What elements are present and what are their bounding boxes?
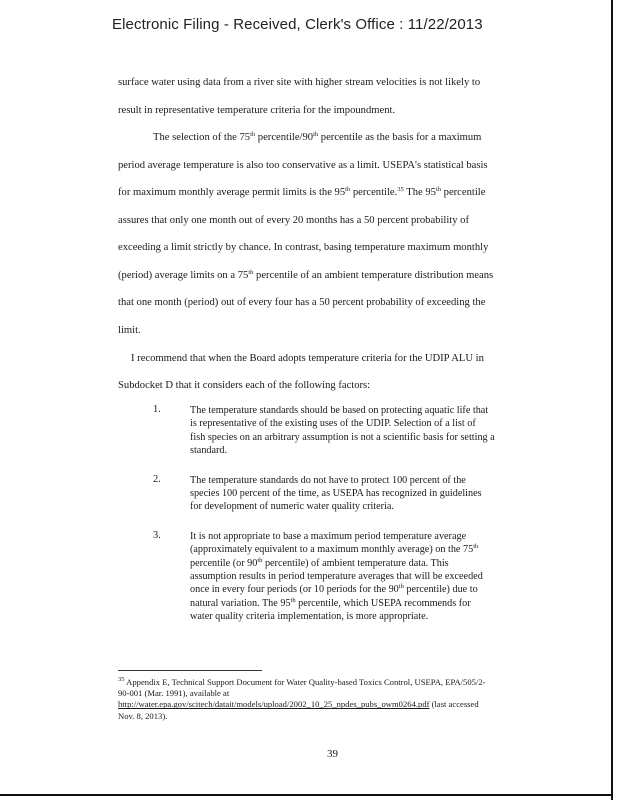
paragraph-percentile-line-1: The selection of the 75th percentile/90th percentile as the basis for a maximum	[153, 131, 482, 143]
paragraph-continuation-line-1: surface water using data from a river site with higher stream velocities is not likely to	[118, 77, 481, 88]
paragraph-percentile-line-7: that one month (period) out of every four has a 50 percent probability of exceeding the	[118, 297, 486, 308]
paragraph-percentile-line-8: limit.	[118, 325, 141, 336]
page-edge-bottom	[0, 794, 613, 796]
page-edge-right	[611, 0, 613, 800]
list-item-text: The temperature standards do not have to protect 100 percent of the species 100 percent of the time, as USEPA has recognized in guidelines for development of numeric water quality criteria.	[190, 474, 482, 513]
paragraph-percentile-line-4: assures that only one month out of every 20 months has a 50 percent probability of	[118, 215, 469, 226]
factors-list	[153, 404, 553, 624]
paragraph-recommendation-line-2: Subdocket D that it considers each of the following factors:	[118, 380, 371, 391]
list-item-text: It is not appropriate to base a maximum period temperature average (approximately equivalent to a maximum monthly average) on the 75th percentile (or 90th percentile) of ambient temperature data. This assumption results in period temperature averages that will be exceeded once in every four periods (or 10 periods for the 90th percentile) due to natural variation. The 95th percentile, which USEPA recommends for water quality criteria implementation, is more appropriate.	[190, 530, 483, 623]
paragraph-percentile-line-3: for maximum monthly average permit limits is the 95th percentile.$^{35}$ The 95th percentile	[118, 186, 486, 198]
paragraph-percentile-line-6: (period) average limits on a 75th percentile of an ambient temperature distribution means	[118, 269, 494, 281]
footnote-url-link[interactable]: http://water.epa.gov/scitech/datait/models/upload/2002_10_25_npdes_pubs_owm0264.pdf	[118, 699, 430, 710]
list-item	[153, 530, 553, 624]
filing-stamp-header: Electronic Filing - Received, Clerk's Office : 11/22/2013	[112, 16, 483, 33]
paragraph-percentile-line-5: exceeding a limit strictly by chance. In contrast, basing temperature maximum monthly	[118, 242, 489, 253]
list-item-number: 3.	[153, 529, 161, 541]
paragraph-recommendation-line-1: I recommend that when the Board adopts temperature criteria for the UDIP ALU in	[131, 353, 484, 364]
list-item-number: 2.	[153, 473, 161, 485]
list-item	[153, 474, 553, 514]
footnote-separator	[118, 670, 262, 671]
footnote-marker: 35	[118, 676, 125, 683]
list-item-text: The temperature standards should be based on protecting aquatic life that is representative of the existing uses of the UDIP. Selection of a list of fish species on an arbitrary assumption is not a scientific basis for setting a standard.	[190, 405, 495, 457]
page-number: 39	[327, 748, 338, 760]
list-item-number: 1.	[153, 404, 161, 415]
list-item	[153, 404, 553, 458]
paragraph-percentile-line-2: period average temperature is also too conservative as a limit. USEPA's statistical basis	[118, 160, 488, 171]
footnote-reference: 35	[397, 186, 404, 193]
paragraph-continuation-line-2: result in representative temperature criteria for the impoundment.	[118, 105, 396, 116]
footnote: $^{35}$ Appendix E, Technical Support Document for Water Quality-based Toxics Control, USEPA, EPA/505/2- 90-001 (Mar. 1991), available at http://water.epa.gov/scitech/datait/models/upload/2002_10_25_npdes_pubs_owm0264.pdf (last accessed Nov. 8, 2013).	[118, 676, 486, 721]
